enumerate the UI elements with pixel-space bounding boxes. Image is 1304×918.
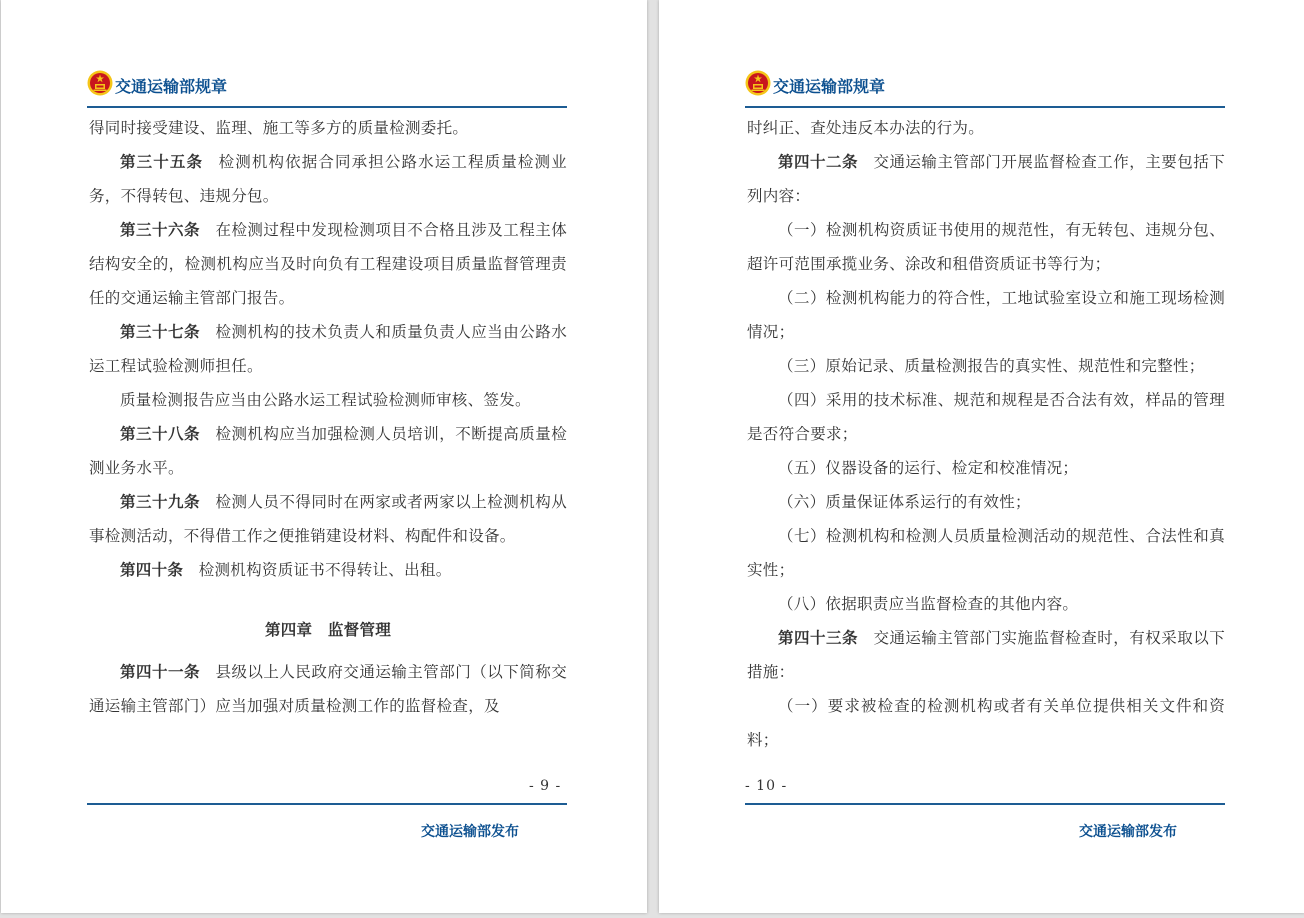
article-number: 第三十六条 xyxy=(120,221,200,239)
list-item: （二）检测机构能力的符合性，工地试验室设立和施工现场检测情况； xyxy=(747,289,1225,341)
page-body xyxy=(89,111,567,723)
article-number: 第四十二条 xyxy=(778,153,858,171)
article-text: 交通运输主管部门开展监督检查工作，主要包括下列内容： xyxy=(747,153,1225,205)
footer-publisher: 交通运输部发布 xyxy=(1079,824,1177,840)
list-item: （八）依据职责应当监督检查的其他内容。 xyxy=(778,595,1079,613)
article-text: 县级以上人民政府交通运输主管部门（以下简称交通运输主管部门）应当加强对质量检测工作的监督检查，及 xyxy=(89,663,567,715)
article-number: 第四十三条 xyxy=(778,629,858,647)
paragraph: 时纠正、查处违反本办法的行为。 xyxy=(747,119,985,137)
page-header xyxy=(745,70,1225,108)
page-number: - 10 - xyxy=(745,778,788,794)
chapter-heading xyxy=(89,604,567,655)
chapter-title: 监督管理 xyxy=(327,620,392,639)
chapter-number: 第四章 xyxy=(264,620,313,639)
article-text: 检测人员不得同时在两家或者两家以上检测机构从事检测活动，不得借工作之便推销建设材料、构配件和设备。 xyxy=(89,493,567,545)
footer-publisher: 交通运输部发布 xyxy=(421,824,519,840)
header-title: 交通运输部规章 xyxy=(773,77,886,96)
list-item: （五）仪器设备的运行、检定和校准情况； xyxy=(778,459,1079,477)
list-item: （四）采用的技术标准、规范和规程是否合法有效，样品的管理是否符合要求； xyxy=(747,391,1225,443)
page-number: - 9 - xyxy=(529,778,562,794)
list-item: （六）质量保证体系运行的有效性； xyxy=(778,493,1031,511)
article-text: 检测机构应当加强检测人员培训，不断提高质量检测业务水平。 xyxy=(89,425,567,477)
footer-rule xyxy=(745,803,1225,805)
article-text: 检测机构依据合同承担公路水运工程质量检测业务，不得转包、违规分包。 xyxy=(89,153,567,205)
paragraph: 质量检测报告应当由公路水运工程试验检测师审核、签发。 xyxy=(120,391,531,409)
list-item: （七）检测机构和检测人员质量检测活动的规范性、合法性和真实性； xyxy=(747,527,1225,579)
paragraph xyxy=(747,145,1225,213)
article-number: 第四十一条 xyxy=(120,663,200,681)
list-item: （一）要求被检查的检测机构或者有关单位提供相关文件和资料； xyxy=(747,697,1225,749)
paragraph xyxy=(89,315,567,383)
article-number: 第三十五条 xyxy=(120,153,204,171)
header-rule xyxy=(87,106,567,108)
national-emblem-icon xyxy=(87,70,113,96)
paragraph xyxy=(747,621,1225,689)
page-body xyxy=(747,111,1225,757)
paragraph xyxy=(89,213,567,315)
article-number: 第三十九条 xyxy=(120,493,200,511)
national-emblem-icon xyxy=(745,70,771,96)
page-header xyxy=(87,70,567,108)
article-text: 检测机构的技术负责人和质量负责人应当由公路水运工程试验检测师担任。 xyxy=(89,323,567,375)
paragraph xyxy=(89,145,567,213)
header-rule xyxy=(745,106,1225,108)
paragraph: 得同时接受建设、监理、施工等多方的质量检测委托。 xyxy=(89,119,469,137)
article-number: 第三十七条 xyxy=(120,323,200,341)
footer-rule xyxy=(87,803,567,805)
article-number: 第三十八条 xyxy=(120,425,200,443)
paragraph xyxy=(89,485,567,553)
list-item: （三）原始记录、质量检测报告的真实性、规范性和完整性； xyxy=(778,357,1205,375)
list-item: （一）检测机构资质证书使用的规范性，有无转包、违规分包、超许可范围承揽业务、涂改和租借资质证书等行为； xyxy=(747,221,1225,273)
paragraph xyxy=(89,417,567,485)
document-page-10 xyxy=(659,0,1304,913)
paragraph xyxy=(89,553,567,587)
paragraph xyxy=(89,655,567,723)
article-text: 交通运输主管部门实施监督检查时，有权采取以下措施： xyxy=(747,629,1225,681)
article-text: 在检测过程中发现检测项目不合格且涉及工程主体结构安全的，检测机构应当及时向负有工程建设项目质量监督管理责任的交通运输主管部门报告。 xyxy=(89,221,567,307)
header-title: 交通运输部规章 xyxy=(115,77,228,96)
document-page-9 xyxy=(1,0,647,913)
article-text: 检测机构资质证书不得转让、出租。 xyxy=(198,561,452,579)
article-number: 第四十条 xyxy=(120,561,184,579)
